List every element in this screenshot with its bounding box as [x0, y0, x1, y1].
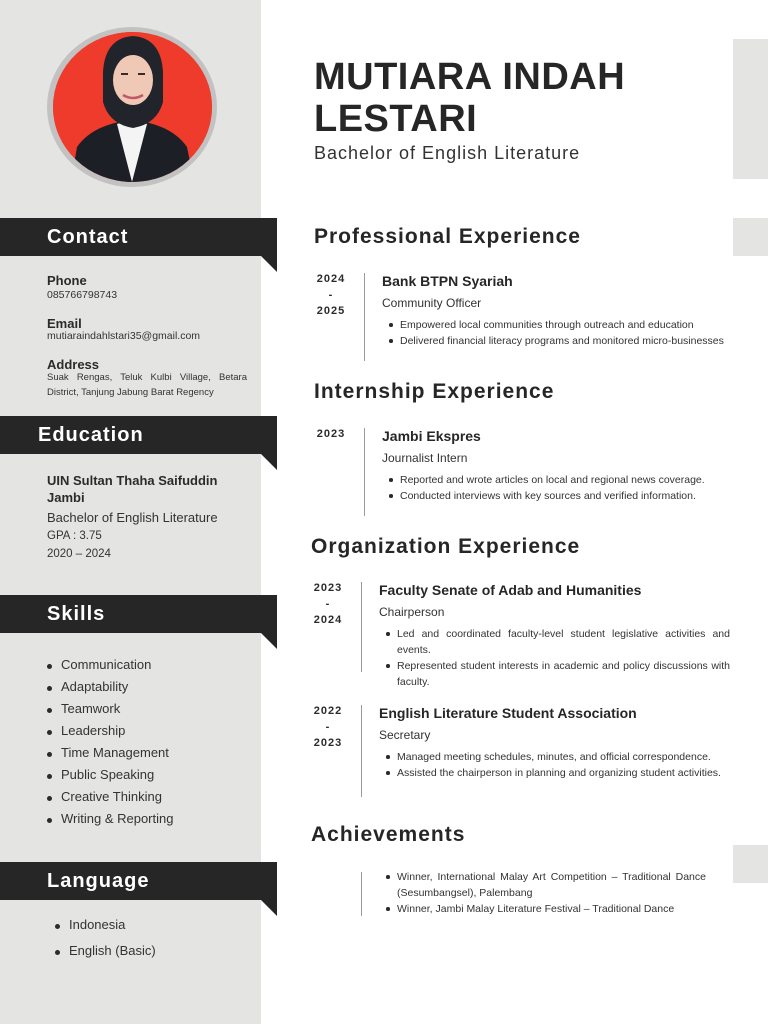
education-title: Education — [38, 424, 144, 446]
year-dash: - — [325, 721, 331, 733]
address-value: Suak Rengas, Teluk Kulbi Village, Betara District, Tanjung Jabung Barat Regency — [47, 372, 247, 398]
decor-block — [733, 845, 768, 883]
bullet-item: Reported and wrote articles on local and regional news coverage. — [386, 472, 733, 488]
skills-header-bar — [0, 595, 277, 633]
entry-role: Community Officer — [382, 296, 482, 310]
year-single: 2023 — [316, 428, 346, 440]
phone-label: Phone — [47, 273, 87, 288]
achievement-item: Winner, International Malay Art Competition – Traditional Dance (Sesumbangsel), Palembang — [383, 869, 706, 901]
year-dash: - — [325, 598, 331, 610]
year-end: 2025 — [316, 305, 346, 317]
entry-bullets — [383, 749, 730, 781]
timeline-divider — [364, 273, 365, 361]
entry-years — [308, 703, 348, 751]
contact-header-bar — [0, 218, 277, 256]
bullet-item: Represented student interests in academic and policy discussions with faculty. — [383, 658, 730, 690]
education-header-bar — [0, 416, 277, 454]
language-list — [55, 917, 156, 969]
name-line-1: MUTIARA INDAH — [314, 56, 626, 98]
skills-title: Skills — [47, 603, 106, 625]
name-line-2: LESTARI — [314, 98, 478, 140]
professional-title: Professional Experience — [314, 225, 581, 248]
year-start: 2022 — [313, 705, 343, 717]
organization-title: Organization Experience — [311, 535, 581, 558]
timeline-divider — [364, 428, 365, 516]
entry-years — [311, 271, 351, 319]
person-avatar-icon — [53, 32, 212, 182]
internship-title: Internship Experience — [314, 380, 555, 403]
skill-item: Writing & Reporting — [47, 811, 173, 833]
skill-item: Leadership — [47, 723, 173, 745]
education-degree: Bachelor of English Literature — [47, 510, 218, 525]
entry-organization: Jambi Ekspres — [382, 428, 481, 444]
language-header-bar — [0, 862, 277, 900]
entry-bullets — [383, 626, 730, 690]
education-years: 2020 – 2024 — [47, 548, 111, 560]
entry-bullets — [386, 472, 733, 504]
headline-degree: Bachelor of English Literature — [314, 143, 581, 163]
entry-role: Chairperson — [379, 605, 445, 619]
year-start: 2023 — [313, 582, 343, 594]
timeline-divider — [361, 582, 362, 672]
education-gpa: GPA : 3.75 — [47, 530, 102, 542]
bullet-item: Empowered local communities through outreach and education — [386, 317, 733, 333]
entry-organization: Bank BTPN Syariah — [382, 273, 513, 289]
entry-years — [311, 426, 351, 442]
year-end: 2024 — [313, 614, 343, 626]
entry-role: Secretary — [379, 728, 431, 742]
entry-role: Journalist Intern — [382, 451, 468, 465]
entry-years — [308, 580, 348, 628]
email-value: mutiaraindahlstari35@gmail.com — [47, 330, 201, 342]
skill-item: Time Management — [47, 745, 173, 767]
language-item: English (Basic) — [55, 943, 156, 969]
skill-item: Communication — [47, 657, 173, 679]
skill-item: Public Speaking — [47, 767, 173, 789]
decor-block — [733, 39, 768, 179]
language-item: Indonesia — [55, 917, 156, 943]
profile-photo — [53, 32, 212, 182]
achievements-title: Achievements — [311, 823, 466, 846]
year-end: 2023 — [313, 737, 343, 749]
phone-value: 085766798743 — [47, 289, 118, 301]
skill-item: Adaptability — [47, 679, 173, 701]
timeline-divider — [361, 705, 362, 797]
year-dash: - — [328, 289, 334, 301]
year-start: 2024 — [316, 273, 346, 285]
full-name — [314, 56, 714, 140]
skills-list — [47, 657, 173, 833]
email-label: Email — [47, 316, 82, 331]
bullet-item: Led and coordinated faculty-level student legislative activities and events. — [383, 626, 730, 658]
education-school: UIN Sultan Thaha Saifuddin Jambi — [47, 473, 218, 505]
timeline-divider — [361, 872, 362, 916]
contact-title: Contact — [47, 226, 129, 248]
decor-block — [733, 218, 768, 256]
entry-bullets — [386, 317, 733, 349]
skill-item: Creative Thinking — [47, 789, 173, 811]
address-label: Address — [47, 357, 100, 372]
skill-item: Teamwork — [47, 701, 173, 723]
achievements-list — [383, 869, 706, 917]
entry-organization: English Literature Student Association — [379, 705, 637, 721]
bullet-item: Conducted interviews with key sources and verified information. — [386, 488, 733, 504]
entry-organization: Faculty Senate of Adab and Humanities — [379, 582, 642, 598]
bullet-item: Assisted the chairperson in planning and organizing student activities. — [383, 765, 730, 781]
language-title: Language — [47, 870, 150, 892]
achievement-item: Winner, Jambi Malay Literature Festival – Traditional Dance — [383, 901, 706, 917]
bullet-item: Delivered financial literacy programs and monitored micro-businesses — [386, 333, 733, 349]
bullet-item: Managed meeting schedules, minutes, and official correspondence. — [383, 749, 730, 765]
